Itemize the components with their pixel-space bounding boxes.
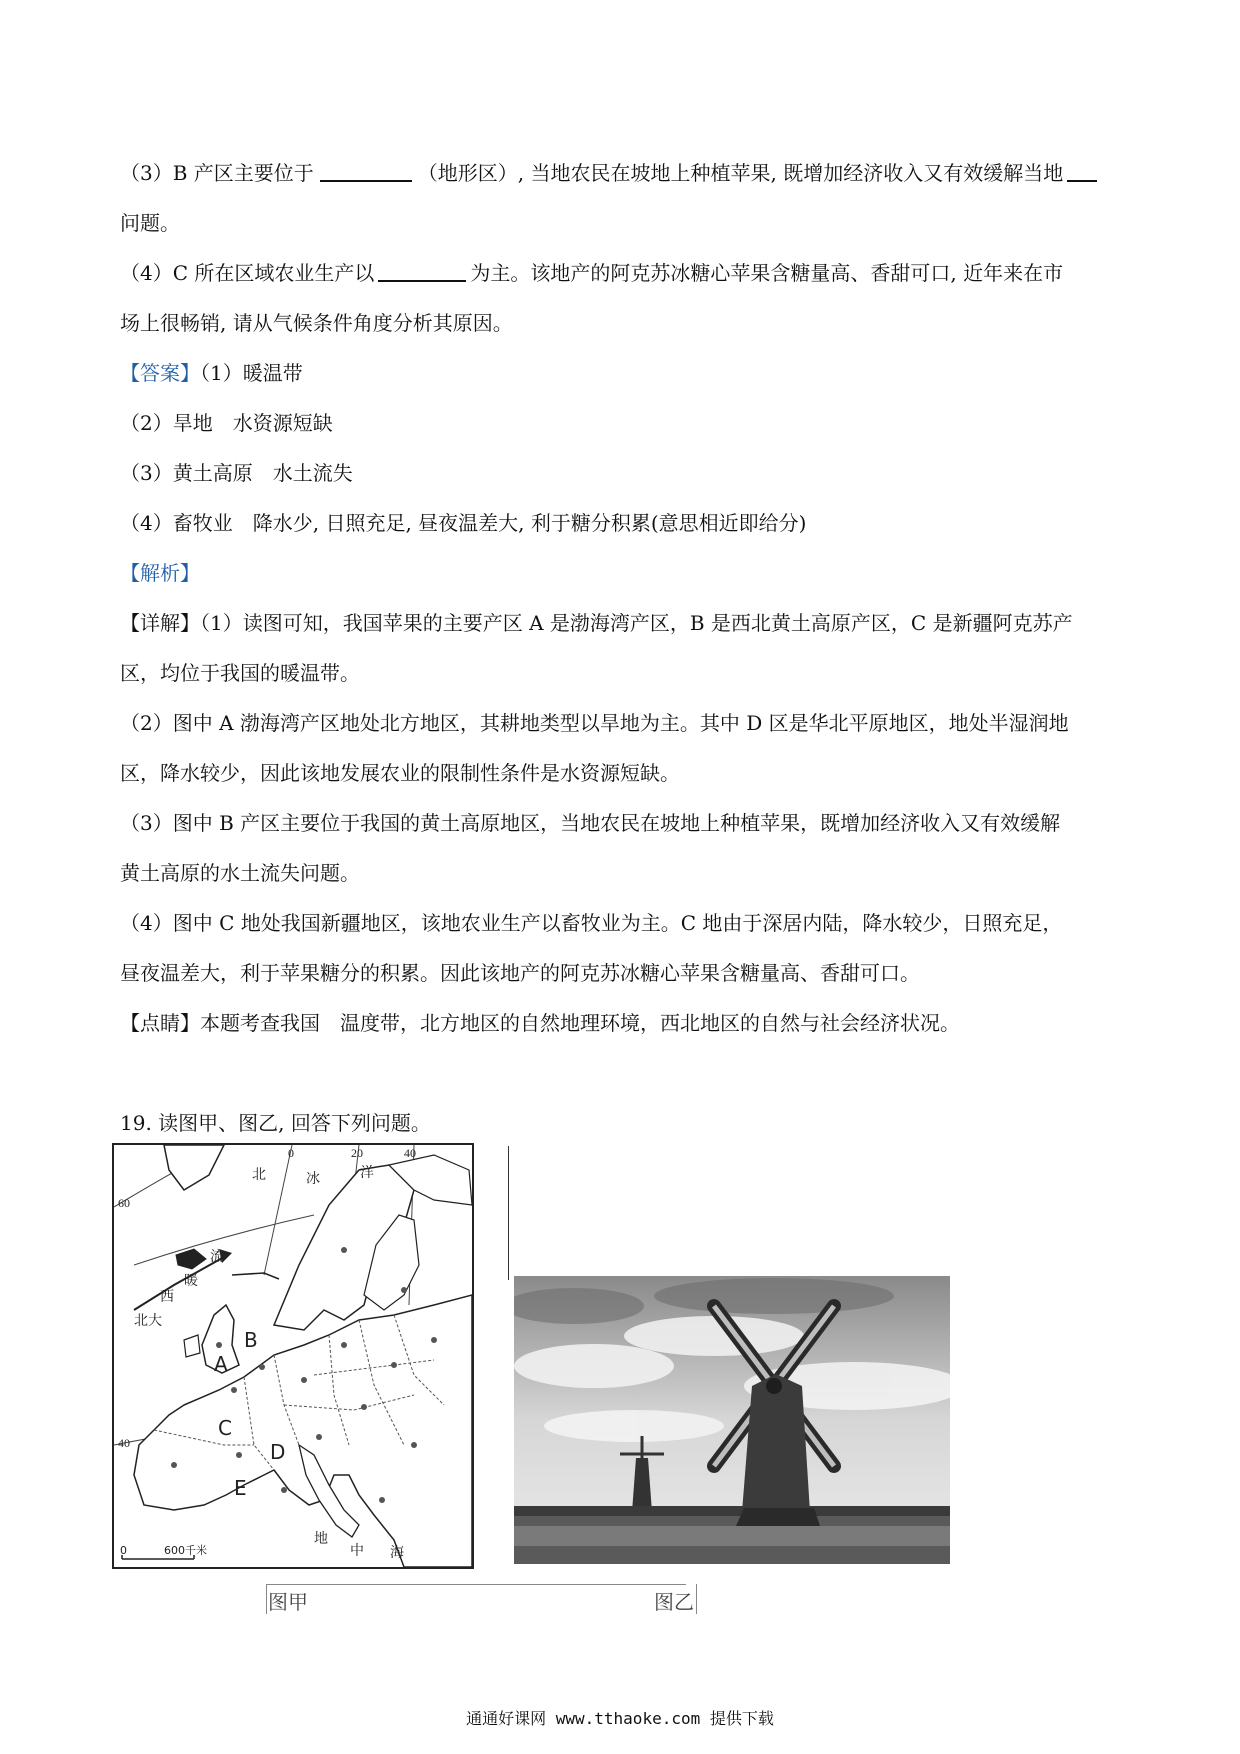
map-label-atlantic-1: 北大 bbox=[134, 1313, 162, 1329]
map-label-atlantic-2: 西 bbox=[160, 1289, 174, 1305]
map-label-current-2: 流 bbox=[210, 1249, 224, 1265]
q4-blank bbox=[378, 260, 466, 282]
detail-p2a: （2）图中 A 渤海湾产区地处北方地区，其耕地类型以旱地为主。其中 D 区是华北平原地区，地处半湿润地 bbox=[120, 711, 1069, 735]
detail-p1b: 区，均位于我国的暖温带。 bbox=[120, 661, 360, 685]
q4-text-end: 为主。该地产的阿克苏冰糖心苹果含糖量高、香甜可口, 近年来在市 bbox=[470, 261, 1064, 285]
europe-map-drawing bbox=[114, 1145, 472, 1567]
detail-p1a-text: （1）读图可知，我国苹果的主要产区 A 是渤海湾产区，B 是西北黄土高原产区，C 是新疆阿克苏产 bbox=[200, 611, 1073, 635]
map-lon-40: 40 bbox=[404, 1146, 416, 1160]
map-scale-600: 600千米 bbox=[164, 1544, 207, 1557]
map-label-med-2: 中 bbox=[350, 1543, 364, 1559]
map-lat-40: 40 bbox=[118, 1436, 130, 1450]
figure-divider bbox=[508, 1146, 509, 1280]
caption-rule-start bbox=[266, 1584, 267, 1614]
q4-text-start: （4）C 所在区域农业生产以 bbox=[120, 261, 375, 285]
answer-2: （2）旱地 水资源短缺 bbox=[120, 411, 333, 435]
analysis-tag: 【解析】 bbox=[120, 561, 200, 585]
answer-4: （4）畜牧业 降水少, 日照充足, 昼夜温差大, 利于糖分积累(意思相近即给分) bbox=[120, 511, 807, 535]
map-lon-0: 0 bbox=[288, 1146, 294, 1160]
windmill-photo bbox=[514, 1276, 950, 1564]
map-label-B: B bbox=[244, 1328, 258, 1352]
map-label-E: E bbox=[234, 1476, 247, 1500]
map-label-med-3: 海 bbox=[390, 1545, 404, 1561]
detail-tag: 【详解】 bbox=[120, 611, 200, 635]
map-label-med-1: 地 bbox=[314, 1531, 328, 1547]
europe-map bbox=[112, 1143, 474, 1569]
q19-prompt: 19. 读图甲、图乙, 回答下列问题。 bbox=[120, 1111, 431, 1135]
map-lon-20: 20 bbox=[351, 1146, 363, 1160]
q3-blank-1 bbox=[320, 160, 412, 182]
caption-photo: 图乙 bbox=[654, 1590, 694, 1614]
detail-p3a: （3）图中 B 产区主要位于我国的黄土高原地区，当地农民在坡地上种植苹果，既增加经济收入又有效缓解 bbox=[120, 811, 1061, 835]
map-label-C: C bbox=[218, 1416, 232, 1440]
page-footer: 通通好课网 www.tthaoke.com 提供下载 bbox=[466, 1709, 774, 1728]
q3-text-start: （3）B 产区主要位于 bbox=[120, 161, 314, 185]
caption-rule-end bbox=[696, 1584, 697, 1614]
map-label-A: A bbox=[214, 1352, 228, 1376]
detail-p3b: 黄土高原的水土流失问题。 bbox=[120, 861, 360, 885]
comment-text: 本题考查我国 温度带，北方地区的自然地理环境，西北地区的自然与社会经济状况。 bbox=[200, 1011, 960, 1035]
answer-1: （1）暖温带 bbox=[200, 361, 303, 385]
detail-p1a bbox=[120, 610, 1073, 636]
comment-line bbox=[120, 1010, 960, 1036]
detail-p4b: 昼夜温差大，利于苹果糖分的积累。因此该地产的阿克苏冰糖心苹果含糖量高、香甜可口。 bbox=[120, 961, 920, 985]
answer-3: （3）黄土高原 水土流失 bbox=[120, 461, 353, 485]
map-label-arctic-1: 北 bbox=[252, 1167, 266, 1183]
q3-blank-2 bbox=[1067, 160, 1097, 182]
map-label-D: D bbox=[270, 1440, 286, 1464]
q3-line2: 问题。 bbox=[120, 211, 180, 235]
caption-rule bbox=[266, 1584, 686, 1585]
answer-tag: 【答案】 bbox=[120, 361, 200, 385]
detail-p4a: （4）图中 C 地处我国新疆地区，该地农业生产以畜牧业为主。C 地由于深居内陆，降水较少，日照充足， bbox=[120, 911, 1063, 935]
q3-text-end: （地形区）, 当地农民在坡地上种植苹果, 既增加经济收入又有效缓解当地 bbox=[417, 161, 1064, 185]
map-lat-60: 60 bbox=[118, 1196, 130, 1210]
answer-line1 bbox=[120, 360, 303, 386]
windmill-photo-drawing bbox=[514, 1276, 950, 1564]
map-label-current-1: 暖 bbox=[184, 1273, 198, 1289]
detail-p2b: 区，降水较少，因此该地发展农业的限制性条件是水资源短缺。 bbox=[120, 761, 680, 785]
comment-tag: 【点睛】 bbox=[120, 1011, 200, 1035]
caption-map: 图甲 bbox=[268, 1590, 308, 1614]
map-scale-0: 0 bbox=[120, 1544, 127, 1557]
q4-line1 bbox=[120, 260, 1063, 286]
q4-line2: 场上很畅销, 请从气候条件角度分析其原因。 bbox=[120, 311, 513, 335]
q3-line1 bbox=[120, 160, 1097, 186]
map-label-arctic-2: 冰 bbox=[306, 1171, 320, 1187]
map-label-arctic-3: 洋 bbox=[360, 1165, 374, 1181]
